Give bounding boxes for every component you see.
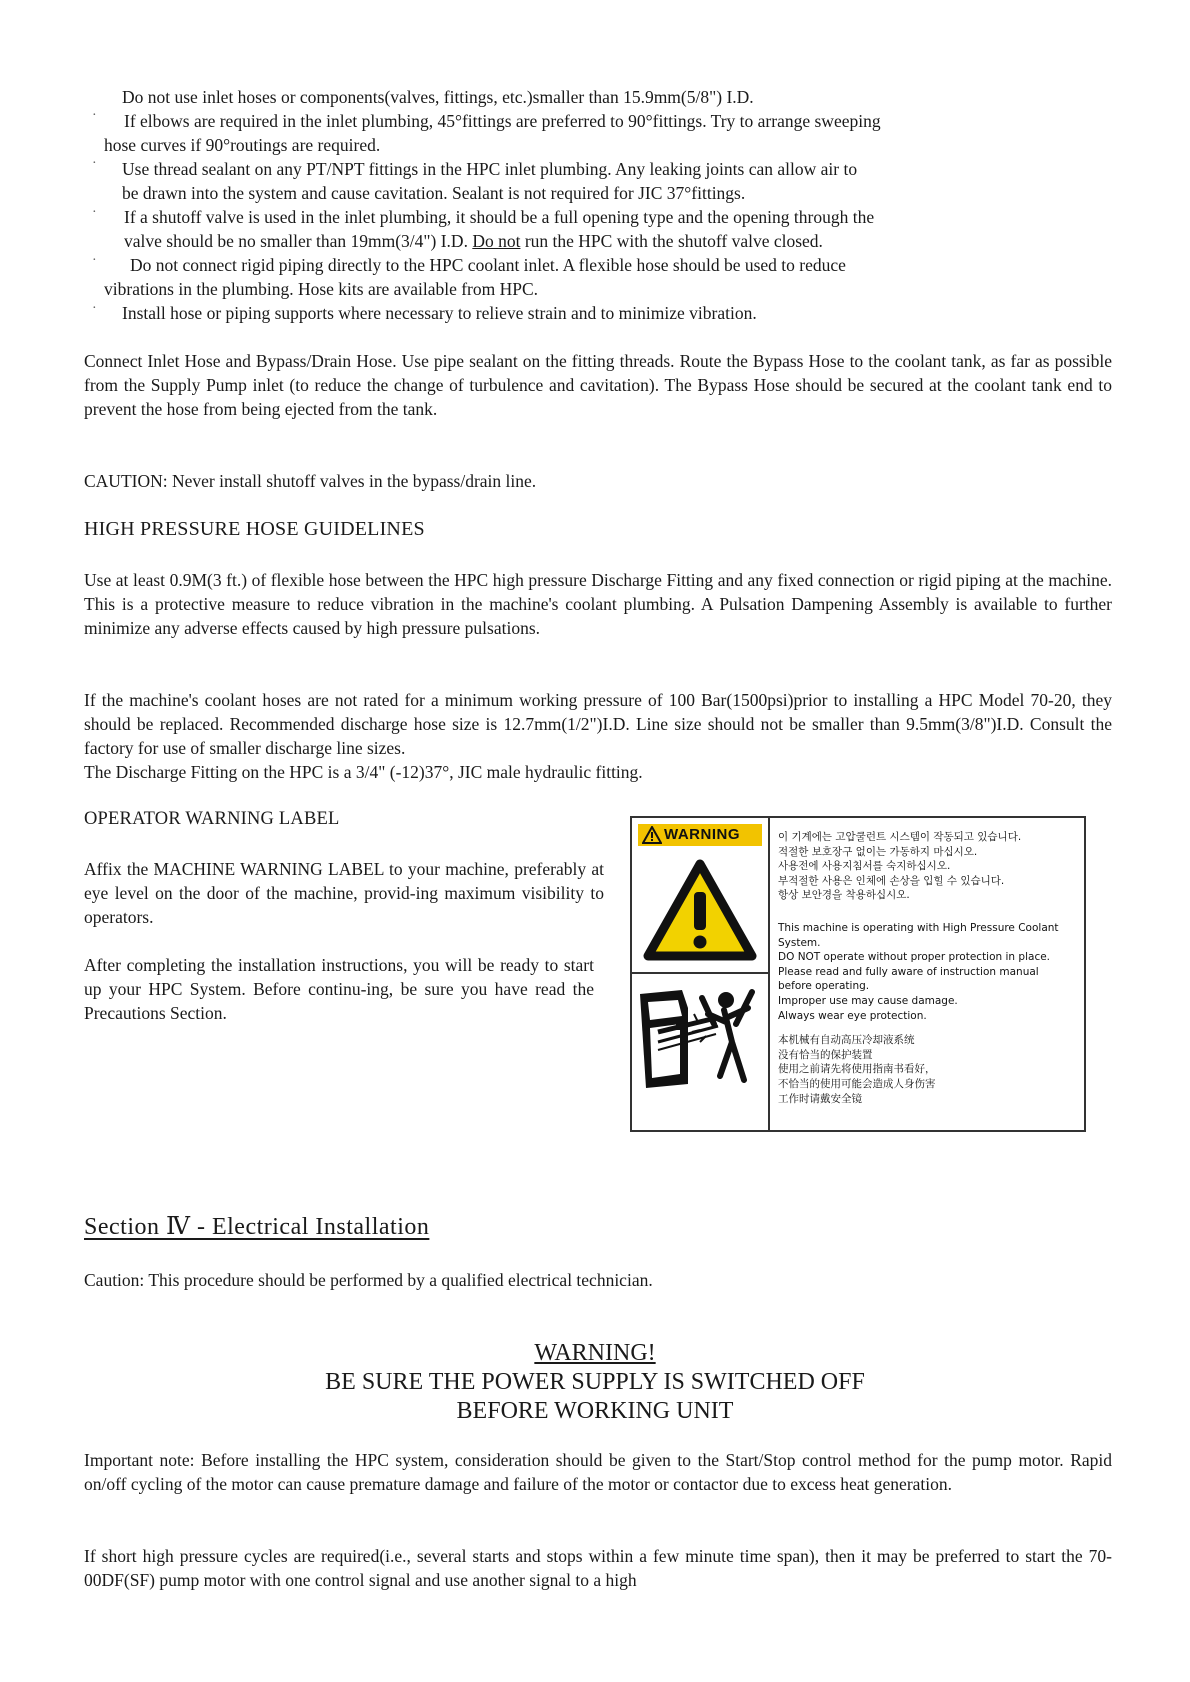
label-text-line: 적절한 보호장구 없이는 가동하지 마십시오. [778, 845, 978, 858]
list-item: Use thread sealant on any PT/NPT fittings in the HPC inlet plumbing. Any leaking joints can allow air to [122, 159, 858, 179]
list-item [124, 229, 1112, 253]
operator-warning-label-heading: OPERATOR WARNING LABEL [84, 809, 340, 829]
label-text-column [778, 830, 1078, 1115]
owl-paragraph-1: Affix the MACHINE WARNING LABEL to your machine, preferably at eye level on the door of the machine, provid-ing maximum visibility to operators. [84, 859, 604, 927]
warning-banner [638, 824, 762, 846]
label-pictogram-column [632, 818, 770, 1130]
label-text-line: DO NOT operate without proper protection in place. [778, 951, 1051, 964]
do-not-emphasis: Do not [472, 231, 521, 251]
list-item: If elbows are required in the inlet plumbing, 45°fittings are preferred to 90°fittings. Try to arrange sweeping [124, 111, 881, 131]
list-item: hose curves if 90°routings are required. [104, 135, 381, 155]
hazard-triangle-icon [642, 858, 758, 962]
list-item: Do not connect rigid piping directly to the HPC coolant inlet. A flexible hose should be used to reduce [130, 255, 846, 275]
list-item: vibrations in the plumbing. Hose kits are available from HPC. [104, 279, 539, 299]
label-english-text [778, 921, 1078, 1023]
high-pressure-jet-injury-icon [636, 984, 764, 1094]
label-text-line: 工作时请戴安全镜 [778, 1092, 862, 1105]
list-item-text: run the HPC with the shutoff valve closed. [524, 231, 823, 251]
label-text-line: Please read and fully aware of instruction manual [778, 965, 1039, 978]
label-korean-text [778, 830, 1078, 903]
owl-paragraph-2: After completing the installation instructions, you will be ready to start up your HPC System. Before continu-ing, be sure you have read the Precautions Section. [84, 955, 594, 1023]
bullet: · [92, 108, 97, 123]
warning-title: WARNING! [534, 1340, 656, 1366]
bypass-caution: CAUTION: Never install shutoff valves in the bypass/drain line. [84, 471, 537, 491]
label-text-line: 本机械有自动高压冷却液系统 [778, 1034, 915, 1047]
label-text-line: 부적절한 사용은 인체에 손상을 입힐 수 있습니다. [778, 874, 1005, 887]
bullet: · [92, 301, 97, 316]
warning-banner-text: WARNING [664, 826, 740, 843]
label-text-line: 이 기계에는 고압쿨런트 시스템이 작동되고 있습니다. [778, 831, 1022, 843]
label-text-line: Always wear eye protection. [778, 1009, 927, 1022]
list-item-text: valve should be no smaller than 19mm(3/4") I.D. [124, 231, 468, 251]
section-title: Section Ⅳ - Electrical Installation [84, 1214, 430, 1240]
label-text-line: 不恰当的使用可能会造成人身伤害 [778, 1077, 936, 1090]
short-cycles-paragraph: If short high pressure cycles are required(i.e., several starts and stops within a few minute time span), then it may be preferred to start the 70-00DF(SF) pump motor with one control signal and use another signal to a high [84, 1546, 1112, 1590]
list-item: Install hose or piping supports where necessary to relieve strain and to minimize vibration. [122, 303, 757, 323]
bullet: · [92, 253, 97, 268]
warning-line: BE SURE THE POWER SUPPLY IS SWITCHED OFF [325, 1369, 865, 1395]
label-text-line: 没有恰当的保护装置 [778, 1048, 873, 1061]
label-text-line: Improper use may cause damage. [778, 994, 958, 1007]
warning-triangle-small-icon [642, 826, 662, 844]
important-note-paragraph: Important note: Before installing the HPC system, consideration should be given to the Start/Stop control method for the pump motor. Rapid on/off cycling of the motor can cause premature damage and failure of the motor or contactor due to excess heat generation. [84, 1450, 1112, 1494]
label-chinese-text [778, 1033, 1078, 1106]
label-text-line: 항상 보안경을 착용하십시오. [778, 889, 910, 902]
label-text-line: 사용전에 사용지침서를 숙지하십시오. [778, 860, 951, 873]
label-text-line: before operating. [778, 980, 870, 993]
warning-line: BEFORE WORKING UNIT [456, 1398, 734, 1424]
bullet: · [92, 156, 97, 171]
list-item: Do not use inlet hoses or components(valves, fittings, etc.)smaller than 15.9mm(5/8") I.D. [122, 87, 754, 107]
connect-hoses-paragraph: Connect Inlet Hose and Bypass/Drain Hose. Use pipe sealant on the fitting threads. Route the Bypass Hose to the coolant tank, as far as possible from the Supply Pump inlet (to reduce the change of turbulence and cavitation). The Bypass Hose should be secured at the coolant tank end to prevent the hose from being ejected from the tank. [84, 351, 1112, 419]
hp-hose-paragraph-3: The Discharge Fitting on the HPC is a 3/4" (-12)37°, JIC male hydraulic fitting. [84, 762, 643, 782]
high-pressure-hose-heading: HIGH PRESSURE HOSE GUIDELINES [84, 518, 425, 540]
list-item: If a shutoff valve is used in the inlet plumbing, it should be a full opening type and the opening through the [124, 207, 875, 227]
machine-warning-label [630, 816, 1086, 1132]
hp-hose-paragraph-2: If the machine's coolant hoses are not rated for a minimum working pressure of 100 Bar(1500psi)prior to installing a HPC Model 70-20, they should be replaced. Recommended discharge hose size is 12.7mm(1/2")I.D. Line size should not be smaller than 9.5mm(3/8")I.D. Consult the factory for use of smaller discharge line sizes. [84, 690, 1112, 758]
label-divider [632, 972, 768, 974]
list-item: be drawn into the system and cause cavitation. Sealant is not required for JIC 37°fittings. [122, 183, 746, 203]
label-text-line: This machine is operating with High Pressure Coolant [778, 921, 1059, 934]
label-text-line: 使用之前请先将使用指南书看好， [778, 1063, 936, 1076]
hp-hose-paragraph-1: Use at least 0.9M(3 ft.) of flexible hose between the HPC high pressure Discharge Fitting and any fixed connection or rigid piping at the machine. This is a protective measure to reduce vibration in the machine's coolant plumbing. A Pulsation Dampening Assembly is available to further minimize any adverse effects caused by high pressure pulsations. [84, 570, 1112, 638]
bullet: · [92, 205, 97, 220]
electrical-caution: Caution: This procedure should be performed by a qualified electrical technician. [84, 1270, 653, 1290]
label-text-line: System. [778, 936, 821, 949]
